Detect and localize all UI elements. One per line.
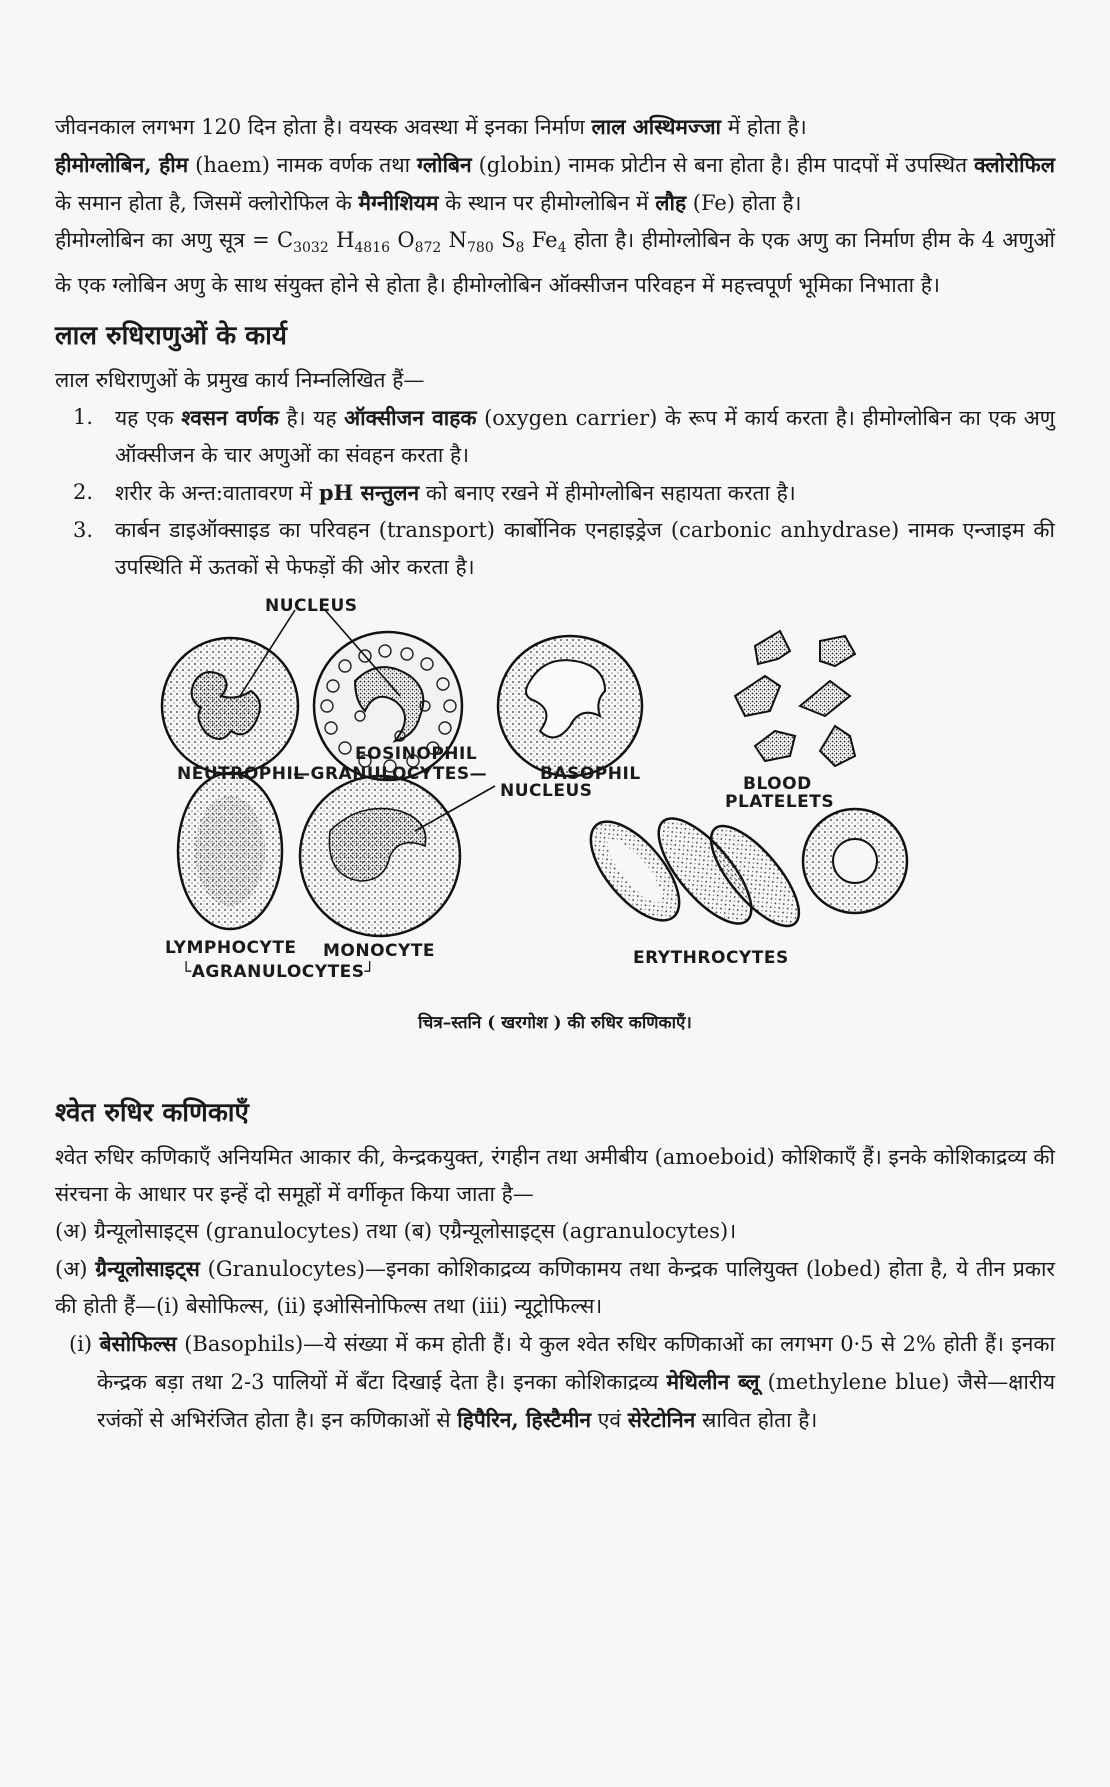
rbc-functions-lead: लाल रुधिराणुओं के प्रमुख कार्य निम्नलिखित हैं— xyxy=(55,368,425,393)
figure-caption: चित्र–स्तनि ( खरगोश ) की रुधिर कणिकाएँ। xyxy=(418,1013,692,1034)
rbc-functions-list xyxy=(55,399,1055,586)
intro-paragraph-1: जीवनकाल लगभग 120 दिन होता है। वयस्क अवस्था में इनका निर्माण लाल अस्थिमज्जा में होता है। xyxy=(55,114,807,139)
granulocytes-label: —GRANULOCYTES— xyxy=(293,764,488,785)
wbc-paragraph-1: श्वेत रुधिर कणिकाएँ अनियमित आकार की, केन्द्रकयुक्त, रंगहीन तथा अमीबीय (amoeboid) कोशिकाएँ हैं। इनके कोशिकाद्रव्य की संरचना के आधार पर इन्हें दो समूहों में वर्गीकृत किया जाता है— xyxy=(55,1145,1055,1207)
platelets-label: PLATELETS xyxy=(725,792,835,813)
erythrocyte-cells xyxy=(575,805,907,939)
hemoglobin-formula-paragraph: हीमोग्लोबिन का अणु सूत्र = $C_{3032}$ $H_{4816}$ $O_{872}$ $N_{780}$ $S_8$ $Fe_4$ होता है। हीमोग्लोबिन के एक अणु का निर्माण हीम के 4 अणुओं के एक ग्लोबिन अणु के साथ संयुक्त होने से होता है। हीमोग्लोबिन ऑक्सीजन परिवहन में महत्त्वपूर्ण भूमिका निभाता है। xyxy=(55,228,1055,298)
wbc-paragraph-2: (अ) ग्रैन्यूलोसाइट्स (granulocytes) तथा (ब) एग्रैन्यूलोसाइट्स (agranulocytes)। xyxy=(55,1219,737,1244)
blood-cells-figure xyxy=(55,596,1055,1081)
wbc-paragraph-3: (अ) ग्रैन्यूलोसाइट्स (Granulocytes)—इनका कोशिकाद्रव्य कणिकामय तथा केन्द्रक पालियुक्त (lobed) होता है, ये तीन प्रकार की होती हैं—(i) बेसोफिल्स, (ii) इओसिनोफिल्स तथा (iii) न्यूट्रोफिल्स। xyxy=(55,1256,1055,1319)
page-content xyxy=(55,108,1055,1439)
nucleus-label-top: NUCLEUS xyxy=(265,596,358,617)
basophils-paragraph: (i) बेसोफिल्स (Basophils)—ये संख्या में कम होती हैं। ये कुल श्वेत रुधिर कणिकाओं का लगभग 0·5 से 2% होती हैं। इनका केन्द्रक बड़ा तथा 2-3 पालियों में बँटा दिखाई देता है। इनका कोशिकाद्रव्य मेथिलीन ब्लू (methylene blue) जैसे—क्षारीय रजंकों से अभिरंजित होता है। इन कणिकाओं से हिपैरिन, हिस्टैमीन एवं सेरेटोनिन स्रावित होता है। xyxy=(69,1331,1055,1433)
wbc-heading: श्वेत रुधिर कणिकाएँ xyxy=(55,1098,249,1129)
blood-platelets xyxy=(735,631,855,766)
monocyte-cell xyxy=(300,776,495,936)
blood-cells-illustration xyxy=(55,596,1055,1081)
list-item: 2. शरीर के अन्त:वातावरण में pH सन्तुलन को बनाए रखने में हीमोग्लोबिन सहायता करता है। xyxy=(73,480,796,506)
list-item: 3. कार्बन डाइऑक्साइड का परिवहन (transport) कार्बोनिक एनहाइड्रेज (carbonic anhydrase) नामक एन्जाइम की उपस्थिति में ऊतकों से फेफड़ों की ओर करता है। xyxy=(73,518,1055,580)
neutrophil-label: NEUTROPHIL xyxy=(177,764,305,785)
eosinophil-label: EOSINOPHIL xyxy=(355,744,478,765)
list-item: 1. यह एक श्वसन वर्णक है। यह ऑक्सीजन वाहक (oxygen carrier) के रूप में कार्य करता है। हीमोग्लोबिन का एक अणु ऑक्सीजन के चार अणुओं का संवहन करता है। xyxy=(73,405,1055,468)
lymphocyte-label: LYMPHOCYTE xyxy=(165,938,297,959)
monocyte-label: MONOCYTE xyxy=(323,941,436,962)
basophil-label: BASOPHIL xyxy=(540,764,641,785)
intro-paragraph-2: हीमोग्लोबिन, हीम (haem) नामक वर्णक तथा ग्लोबिन (globin) नामक प्रोटीन से बना होता है। हीम पादपों में उपस्थित क्लोरोफिल के समान होता है, जिसमें क्लोरोफिल के मैग्नीशियम के स्थान पर हीमोग्लोबिन में लौह (Fe) होता है। xyxy=(55,152,1055,215)
agranulocytes-label: └AGRANULOCYTES┘ xyxy=(181,962,376,983)
nucleus-label-mid: NUCLEUS xyxy=(500,781,593,802)
rbc-functions-heading: लाल रुधिराणुओं के कार्य xyxy=(55,321,287,352)
erythrocytes-label: ERYTHROCYTES xyxy=(633,948,789,969)
lymphocyte-cell xyxy=(178,773,282,929)
blood-label: BLOOD xyxy=(743,774,812,795)
basophil-cell xyxy=(498,636,642,776)
neutrophil-cell xyxy=(162,638,298,774)
